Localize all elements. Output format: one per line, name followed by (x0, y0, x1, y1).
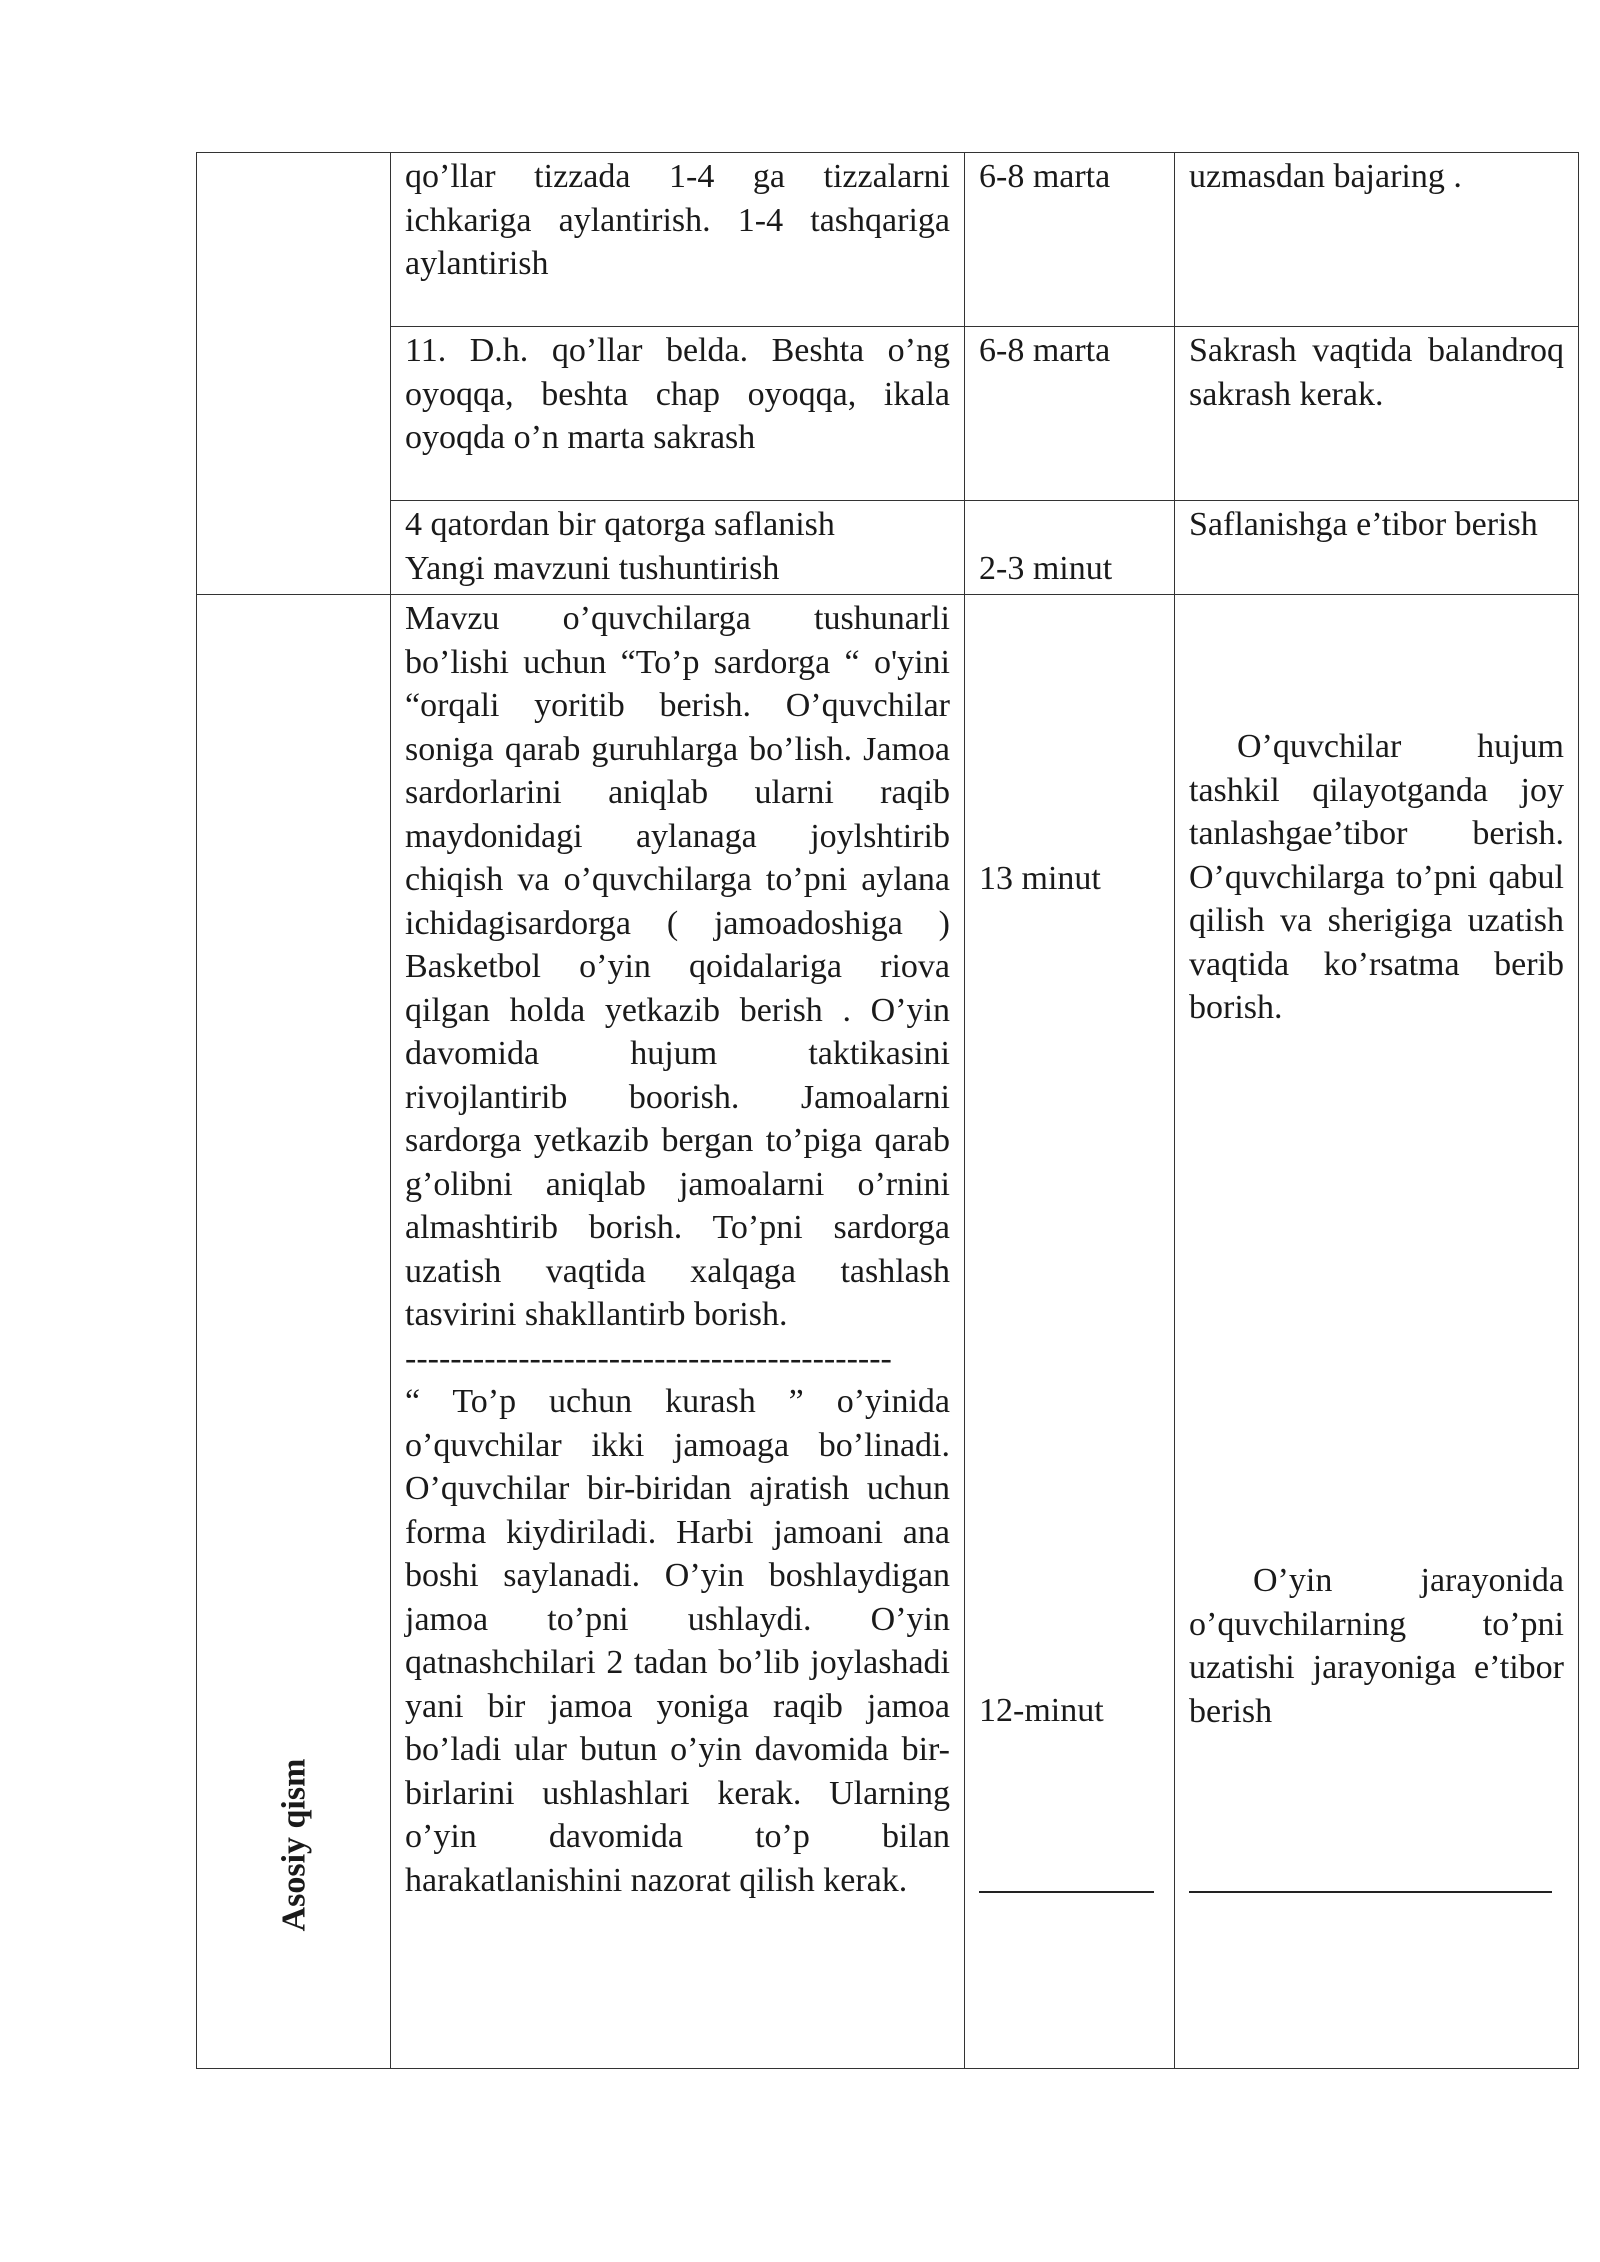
main-notes (1175, 595, 1579, 2069)
exercise-description (391, 501, 965, 595)
main-description (391, 595, 965, 2069)
dosage-2: 12-minut (979, 1692, 1104, 1729)
exercise-description: 11. D.h. qo’llar belda. Beshta o’ng oyoqqa, beshta chap oyoqqa, ikala oyoqda o’n marta sakrash (391, 327, 965, 501)
phase-label: Asosiy qism (274, 1758, 312, 1932)
dosage-1: 13 minut (979, 860, 1101, 897)
game-description-1: Mavzu o’quvchilarga tushunarli bo’lishi uchun “To’p sardorga “ o'yini “orqali yoritib berish. O’quvchilar soniga qarab guruhlarga bo’lish. Jamoa sardorlarini aniqlab ularni raqib maydonidagi aylanaga joylshtirib chiqish va o’quvchilarga to’pni aylana ichidagisardorga ( jamoadoshiga ) Basketbol o’yin qoidalariga riova qilgan holda yetkazib berish . O’yin davomida hujum taktikasini rivojlantirib boorish. Jamoalarni sardorga yetkazib bergan to’piga qarab g’olibni aniqlab jamoalarni o’rnini almashtirib borish. To’pni sardorga uzatish vaqtida xalqaga tashlash tasvirini shakllantirb borish. (405, 600, 950, 1333)
note-2: O’yin jarayonida o’quvchilarning to’pni uzatishi jarayoniga e’tibor berish (1189, 1562, 1564, 1730)
new-topic-text: Yangi mavzuni tushuntirish (405, 549, 780, 587)
phase-cell-main (197, 595, 391, 2069)
table-row (197, 501, 1579, 595)
table-row-main (197, 595, 1579, 2069)
formation-text: 4 qatordan bir qatorga saflanish (405, 506, 835, 543)
exercise-dosage (965, 501, 1175, 595)
lesson-plan-table (196, 152, 1579, 2069)
separator-dashes: ------------------------------------------- (405, 1339, 892, 1377)
exercise-note: Sakrash vaqtida balandroq sakrash kerak. (1175, 327, 1579, 501)
dosage-text: 2-3 minut (979, 549, 1113, 587)
exercise-description: qo’llar tizzada 1-4 ga tizzalarni ichkariga aylantirish. 1-4 tashqariga aylantirish (391, 153, 965, 327)
table-row (197, 153, 1579, 327)
separator-line (1189, 1891, 1552, 1893)
exercise-note: uzmasdan bajaring . (1175, 153, 1579, 327)
separator-line (979, 1891, 1154, 1893)
phase-cell-preparatory (197, 153, 391, 595)
exercise-note: Saflanishga e’tibor berish (1175, 501, 1579, 595)
main-dosage (965, 595, 1175, 2069)
note-1: O’quvchilar hujum tashkil qilayotganda joy tanlashgae’tibor berish. O’quvchilarga to’pni qabul qilish va sherigiga uzatish vaqtida ko’rsatma berib borish. (1189, 728, 1564, 1026)
table-row (197, 327, 1579, 501)
game-description-2: “ To’p uchun kurash ” o’yinida o’quvchilar ikki jamoaga bo’linadi. O’quvchilar bir-biridan ajratish uchun forma kiydiriladi. Harbi jamoani ana boshi saylanadi. O’yin boshlaydigan jamoa to’pni ushlaydi. O’yin qatnashchilari 2 tadan bo’lib joylashadi yani bir jamoa yoniga raqib jamoa bo’ladi ular butun o’yin davomida bir- birlarini ushlashlari kerak. Ularning o’yin davomida to’p bilan harakatlanishini nazorat qilish kerak. (405, 1383, 950, 1899)
exercise-dosage: 6-8 marta (965, 153, 1175, 327)
exercise-dosage: 6-8 marta (965, 327, 1175, 501)
